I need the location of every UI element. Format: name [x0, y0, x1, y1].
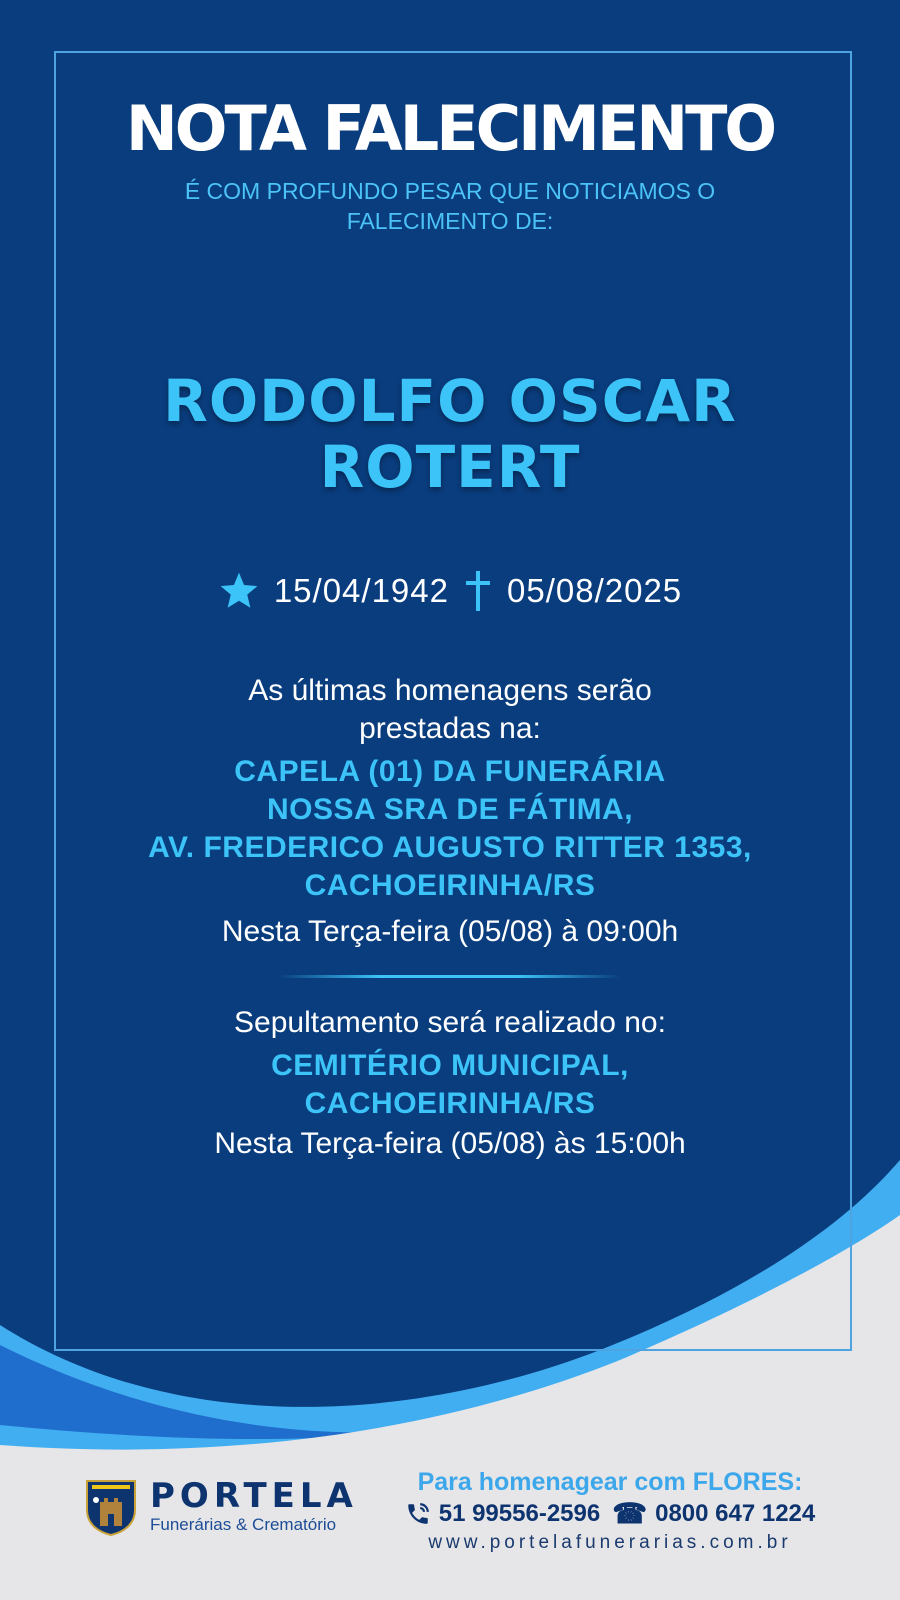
subtitle — [0, 176, 900, 236]
telephone-icon: ☎ — [612, 1498, 648, 1529]
tribute-location — [0, 753, 900, 905]
phone-icon — [405, 1501, 431, 1527]
section-divider — [278, 975, 620, 978]
birth-date: 15/04/1942 — [273, 572, 449, 609]
logo-name: PORTELA — [150, 1476, 358, 1516]
portela-logo — [84, 1478, 358, 1536]
star-icon — [218, 570, 260, 612]
burial-time: Nesta Terça-feira (05/08) às 15:00h — [214, 1127, 686, 1160]
castle-shield-icon — [84, 1478, 138, 1536]
page-title: NOTA FALECIMENTO — [125, 92, 775, 165]
flowers-title: Para homenagear com FLORES: — [417, 1468, 803, 1496]
burial-location — [0, 1047, 900, 1123]
tribute-intro-line-2: prestadas na: — [359, 712, 541, 745]
deceased-name — [0, 368, 900, 500]
tribute-location-line-2: NOSSA SRA DE FÁTIMA, — [266, 793, 634, 826]
cross-icon — [463, 569, 493, 613]
landline-phone-link[interactable]: 0800 647 1224 — [655, 1500, 816, 1527]
name-line-1: RODOLFO OSCAR — [163, 367, 737, 435]
tribute-location-line-1: CAPELA (01) DA FUNERÁRIA — [234, 755, 666, 788]
name-line-2: ROTERT — [319, 433, 581, 501]
burial-intro: Sepultamento será realizado no: — [234, 1006, 666, 1039]
tribute-intro — [0, 672, 900, 748]
tribute-intro-line-1: As últimas homenagens serão — [248, 674, 652, 707]
flowers-contact — [380, 1466, 840, 1556]
logo-subtitle: Funerárias & Crematório — [150, 1515, 337, 1534]
phone-numbers — [380, 1498, 840, 1530]
life-dates — [0, 566, 900, 616]
subtitle-line-2: FALECIMENTO DE: — [346, 208, 554, 234]
subtitle-line-1: É COM PROFUNDO PESAR QUE NOTICIAMOS O — [184, 178, 716, 204]
mobile-phone-link[interactable]: 51 99556-2596 — [438, 1500, 601, 1527]
burial-location-line-1: CEMITÉRIO MUNICIPAL, — [271, 1049, 629, 1082]
death-date: 05/08/2025 — [507, 572, 683, 609]
tribute-location-line-4: CACHOEIRINHA/RS — [304, 869, 596, 902]
tribute-location-line-3: AV. FREDERICO AUGUSTO RITTER 1353, — [148, 831, 752, 864]
tribute-time: Nesta Terça-feira (05/08) à 09:00h — [221, 915, 679, 948]
website-link[interactable]: www.portelafunerarias.com.br — [428, 1532, 792, 1553]
burial-location-line-2: CACHOEIRINHA/RS — [304, 1087, 596, 1120]
